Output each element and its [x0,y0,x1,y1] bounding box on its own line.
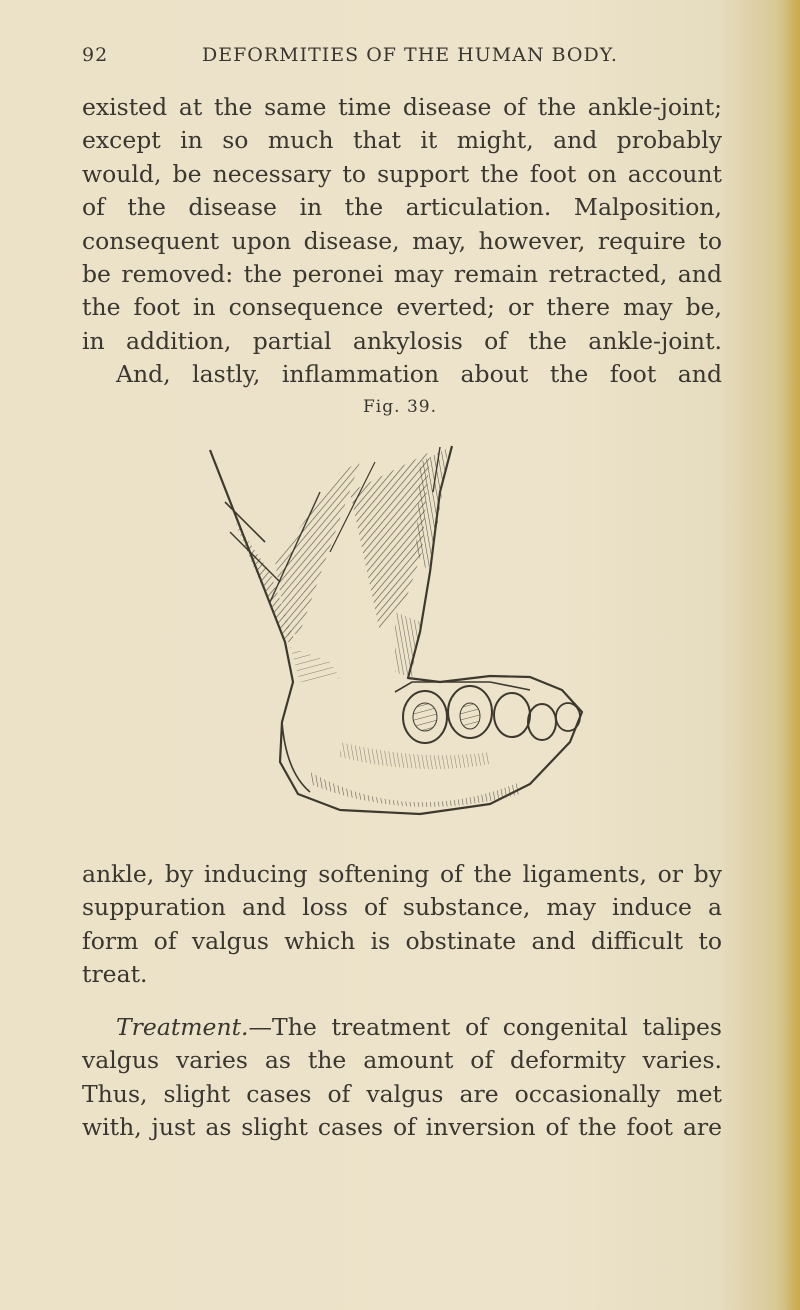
text-line: form of valgus which is obstinate and difficult to [82,926,722,955]
text-line: suppuration and loss of substance, may induce a [82,893,722,922]
text-line: Thus, slight cases of valgus are occasionally met [82,1079,722,1108]
text-line: valgus varies as the amount of deformity varies. [82,1046,722,1075]
text-line [82,1011,722,1044]
text-line: And, lastly, inflammation about the foot and [116,360,722,389]
text-line: existed at the same time disease of the ankle-joint; [82,93,722,121]
paragraph-1 [82,91,722,392]
text-line: with, just as slight cases of inversion of the foot are [82,1113,722,1142]
section-heading-treatment: Treatment. [116,1013,249,1041]
figure-caption: Fig. 39. [363,397,437,417]
text-line: the foot in consequence everted; or there may be, [82,293,722,322]
text-line: of the disease in the articulation. Malposition, [82,193,722,222]
page-edge-stain [784,0,800,1310]
text-line: would, be necessary to support the foot on account [82,159,722,188]
paragraph-2 [82,858,722,992]
page-header [82,44,722,80]
running-head: DEFORMITIES OF THE HUMAN BODY. [202,44,618,66]
text-line: ankle, by inducing softening of the ligaments, or by [82,860,722,888]
text-line: be removed: the peronei may remain retracted, and [82,260,722,289]
text-line: consequent upon disease, may, however, require to [82,226,722,255]
paragraph-3 [82,1011,722,1145]
foot-illustration [190,432,610,832]
text-line: in addition, partial ankylosis of the ankle-joint. [82,326,722,355]
text-line: except in so much that it might, and probably [82,126,722,155]
text-span: —The treatment of congenital talipes [248,1013,722,1041]
page-number: 92 [82,44,109,66]
text-line: treat. [82,960,148,989]
